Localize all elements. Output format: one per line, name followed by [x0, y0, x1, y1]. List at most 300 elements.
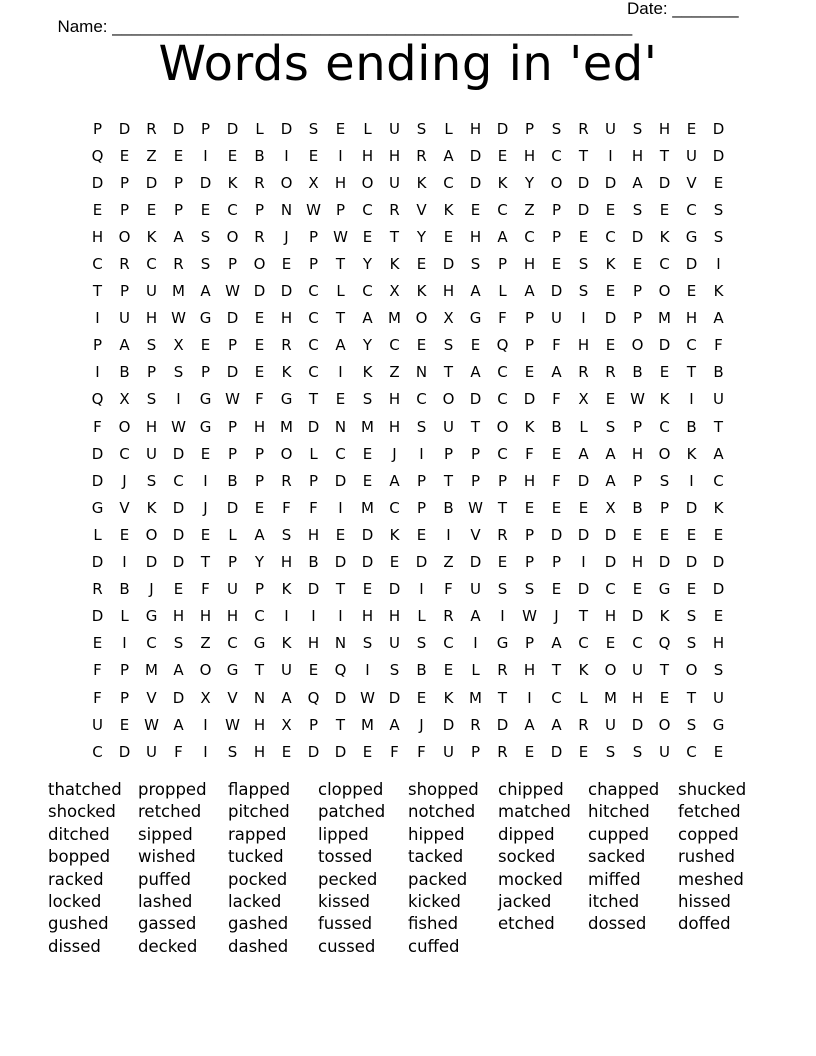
grid-letter: E: [578, 742, 589, 761]
word-list-item: lacked: [228, 891, 282, 911]
grid-letter: S: [578, 282, 589, 301]
word-list-item: fetched: [678, 802, 741, 822]
grid-letter: D: [712, 146, 725, 165]
grid-letter: E: [119, 715, 130, 734]
grid-letter: O: [415, 309, 428, 328]
grid-letter: D: [685, 553, 698, 572]
grid-letter: D: [172, 444, 185, 463]
grid-letter: J: [419, 715, 424, 734]
grid-letter: I: [419, 580, 424, 599]
grid-row: [84, 494, 732, 521]
grid-letter: M: [361, 498, 374, 517]
grid-letter: X: [605, 498, 616, 517]
grid-letter: A: [605, 471, 616, 490]
grid-letter: R: [497, 661, 508, 680]
grid-letter: T: [443, 471, 454, 490]
grid-letter: E: [632, 255, 643, 274]
grid-letter: D: [469, 146, 482, 165]
grid-letter: E: [605, 336, 616, 355]
grid-letter: G: [145, 607, 158, 626]
grid-letter: Y: [524, 173, 535, 192]
grid-letter: R: [497, 525, 508, 544]
grid-letter: I: [689, 390, 694, 409]
grid-letter: K: [659, 227, 670, 246]
grid-letter: C: [146, 634, 157, 653]
grid-letter: I: [95, 309, 100, 328]
grid-letter: H: [577, 336, 590, 355]
grid-letter: P: [632, 417, 643, 436]
grid-row: [84, 576, 732, 603]
grid-letter: O: [658, 715, 671, 734]
grid-letter: B: [119, 363, 130, 382]
grid-letter: E: [713, 525, 724, 544]
grid-letter: C: [605, 580, 616, 599]
grid-letter: E: [281, 255, 292, 274]
grid-letter: R: [443, 607, 454, 626]
word-list-item: etched: [498, 914, 555, 934]
grid-letter: Q: [307, 688, 320, 707]
word-list-item: thatched: [48, 780, 122, 799]
word-list-item: flapped: [228, 780, 291, 799]
grid-letter: D: [523, 390, 536, 409]
grid-letter: L: [471, 661, 480, 680]
word-list-item: propped: [138, 780, 207, 799]
grid-letter: H: [631, 688, 644, 707]
grid-letter: P: [659, 498, 670, 517]
grid-letter: D: [469, 390, 482, 409]
word-list-item: doffed: [678, 914, 731, 934]
grid-letter: O: [145, 525, 158, 544]
grid-letter: E: [497, 553, 508, 572]
grid-letter: R: [146, 119, 157, 138]
grid-letter: D: [172, 553, 185, 572]
grid-letter: C: [227, 200, 238, 219]
grid-letter: N: [334, 634, 347, 653]
grid-letter: E: [605, 390, 616, 409]
grid-letter: D: [145, 553, 158, 572]
word-list-item: mocked: [498, 869, 563, 889]
grid-letter: R: [578, 363, 589, 382]
grid-letter: B: [119, 580, 130, 599]
grid-letter: D: [658, 336, 671, 355]
grid-letter: L: [444, 119, 453, 138]
grid-letter: D: [631, 715, 644, 734]
word-list-item: sipped: [138, 824, 193, 844]
grid-letter: C: [173, 471, 184, 490]
grid-letter: I: [365, 661, 370, 680]
word-list-item: tucked: [228, 847, 284, 867]
grid-letter: C: [497, 363, 508, 382]
grid-letter: E: [632, 580, 643, 599]
grid-letter: I: [203, 146, 208, 165]
grid-letter: Q: [496, 336, 509, 355]
grid-row: [84, 169, 732, 196]
grid-letter: S: [713, 227, 724, 246]
grid-letter: P: [308, 715, 319, 734]
grid-letter: T: [92, 282, 103, 301]
grid-letter: S: [308, 119, 319, 138]
grid-letter: F: [174, 742, 183, 761]
word-list-item: matched: [498, 802, 571, 822]
grid-letter: D: [712, 119, 725, 138]
grid-letter: P: [119, 173, 130, 192]
grid-letter: C: [686, 742, 697, 761]
word-list-item: gushed: [48, 914, 109, 934]
grid-letter: G: [91, 498, 104, 517]
grid-letter: R: [281, 471, 292, 490]
grid-letter: H: [442, 282, 455, 301]
grid-letter: Z: [443, 553, 454, 572]
grid-letter: S: [632, 119, 643, 138]
grid-letter: E: [551, 580, 562, 599]
grid-letter: I: [95, 363, 100, 382]
word-list-item: hitched: [588, 802, 650, 822]
grid-letter: D: [550, 742, 563, 761]
grid-letter: T: [335, 715, 346, 734]
grid-letter: E: [551, 444, 562, 463]
grid-letter: L: [579, 688, 588, 707]
grid-letter: O: [658, 444, 671, 463]
grid-letter: P: [308, 227, 319, 246]
grid-letter: E: [200, 336, 211, 355]
word-list-item: chapped: [588, 780, 660, 799]
grid-letter: D: [550, 525, 563, 544]
word-list-item: patched: [318, 802, 386, 822]
grid-letter: P: [200, 119, 211, 138]
grid-letter: P: [335, 200, 346, 219]
word-list-item: chipped: [498, 780, 564, 799]
grid-letter: V: [146, 688, 157, 707]
grid-letter: R: [470, 715, 481, 734]
grid-letter: C: [578, 634, 589, 653]
grid-row: [84, 305, 732, 332]
word-list-item: pocked: [228, 869, 288, 889]
grid-letter: M: [361, 715, 374, 734]
grid-letter: H: [145, 417, 158, 436]
grid-letter: H: [469, 227, 482, 246]
grid-letter: U: [227, 580, 238, 599]
grid-letter: E: [470, 200, 481, 219]
grid-letter: E: [578, 227, 589, 246]
grid-letter: E: [686, 119, 697, 138]
grid-letter: C: [497, 200, 508, 219]
grid-letter: E: [173, 146, 184, 165]
grid-letter: K: [389, 525, 400, 544]
grid-letter: C: [146, 255, 157, 274]
grid-letter: E: [551, 255, 562, 274]
grid-letter: D: [172, 688, 185, 707]
grid-letter: S: [686, 715, 697, 734]
word-list-item: tossed: [318, 847, 373, 867]
grid-letter: E: [659, 200, 670, 219]
grid-letter: D: [415, 553, 428, 572]
word-search-grid: [84, 115, 732, 765]
grid-letter: I: [203, 715, 208, 734]
grid-letter: S: [362, 634, 373, 653]
grid-letter: E: [659, 363, 670, 382]
grid-letter: G: [199, 390, 212, 409]
grid-letter: S: [146, 336, 157, 355]
grid-letter: K: [443, 688, 454, 707]
word-list-item: fussed: [318, 914, 373, 934]
grid-letter: W: [306, 200, 321, 219]
grid-letter: L: [336, 282, 345, 301]
grid-letter: A: [470, 363, 481, 382]
word-list-item: ditched: [48, 824, 110, 844]
grid-letter: J: [392, 444, 397, 463]
grid-letter: D: [91, 444, 104, 463]
grid-letter: M: [145, 661, 158, 680]
grid-letter: P: [119, 282, 130, 301]
grid-letter: E: [308, 146, 319, 165]
grid-letter: T: [470, 417, 481, 436]
grid-letter: F: [525, 444, 534, 463]
grid-letter: T: [200, 553, 211, 572]
grid-letter: E: [119, 525, 130, 544]
grid-letter: C: [443, 173, 454, 192]
grid-row: [84, 196, 732, 223]
grid-letter: V: [470, 525, 481, 544]
grid-letter: A: [551, 363, 562, 382]
grid-letter: E: [308, 661, 319, 680]
word-list-item: rapped: [228, 824, 287, 844]
date-field-label: Date: _______: [627, 0, 739, 18]
grid-letter: K: [497, 173, 508, 192]
grid-letter: G: [496, 634, 509, 653]
grid-letter: Z: [200, 634, 211, 653]
grid-letter: D: [577, 200, 590, 219]
grid-letter: H: [388, 146, 401, 165]
grid-row: [84, 657, 732, 684]
grid-letter: E: [605, 634, 616, 653]
grid-letter: Y: [416, 227, 427, 246]
grid-letter: C: [389, 498, 400, 517]
grid-letter: P: [227, 336, 238, 355]
grid-letter: T: [686, 363, 697, 382]
grid-letter: E: [416, 688, 427, 707]
grid-letter: D: [334, 553, 347, 572]
grid-letter: C: [497, 390, 508, 409]
grid-letter: D: [577, 471, 590, 490]
grid-letter: F: [444, 580, 453, 599]
grid-letter: B: [551, 417, 562, 436]
grid-row: [84, 549, 732, 576]
grid-row: [84, 223, 732, 250]
grid-letter: F: [498, 309, 507, 328]
grid-letter: C: [362, 282, 373, 301]
grid-letter: J: [554, 607, 559, 626]
grid-letter: H: [280, 309, 293, 328]
grid-letter: G: [280, 390, 293, 409]
grid-letter: S: [173, 634, 184, 653]
grid-letter: A: [254, 525, 265, 544]
grid-letter: E: [254, 336, 265, 355]
grid-letter: C: [659, 417, 670, 436]
grid-letter: C: [497, 444, 508, 463]
word-list-item: pecked: [318, 869, 378, 889]
grid-letter: T: [578, 607, 589, 626]
grid-letter: I: [338, 607, 343, 626]
grid-letter: D: [172, 525, 185, 544]
grid-letter: P: [470, 471, 481, 490]
grid-letter: K: [686, 444, 697, 463]
grid-letter: U: [605, 119, 616, 138]
grid-letter: E: [227, 146, 238, 165]
grid-letter: D: [226, 119, 239, 138]
grid-letter: L: [579, 417, 588, 436]
grid-letter: P: [416, 498, 427, 517]
grid-letter: A: [605, 444, 616, 463]
grid-letter: R: [92, 580, 103, 599]
grid-letter: R: [173, 255, 184, 274]
word-list-item: kicked: [408, 891, 461, 911]
grid-row: [84, 440, 732, 467]
grid-letter: W: [333, 227, 348, 246]
grid-letter: T: [659, 146, 670, 165]
grid-letter: V: [686, 173, 697, 192]
grid-letter: A: [497, 227, 508, 246]
grid-letter: X: [281, 715, 292, 734]
grid-row: [84, 521, 732, 548]
grid-letter: I: [608, 146, 613, 165]
grid-letter: A: [578, 444, 589, 463]
grid-letter: E: [254, 498, 265, 517]
grid-letter: E: [335, 525, 346, 544]
grid-letter: S: [227, 742, 238, 761]
grid-letter: X: [389, 282, 400, 301]
grid-letter: D: [496, 715, 509, 734]
grid-letter: A: [443, 146, 454, 165]
grid-letter: K: [227, 173, 238, 192]
grid-letter: A: [551, 715, 562, 734]
grid-letter: C: [659, 255, 670, 274]
grid-letter: D: [388, 580, 401, 599]
grid-letter: E: [362, 471, 373, 490]
grid-letter: D: [172, 498, 185, 517]
grid-letter: N: [334, 417, 347, 436]
grid-letter: E: [524, 363, 535, 382]
grid-letter: B: [713, 363, 724, 382]
grid-letter: U: [146, 282, 157, 301]
grid-letter: D: [118, 119, 131, 138]
word-list-item: jacked: [498, 891, 552, 911]
grid-letter: Z: [389, 363, 400, 382]
grid-letter: D: [307, 580, 320, 599]
grid-letter: O: [253, 255, 266, 274]
word-list-item: gassed: [138, 914, 197, 934]
grid-letter: M: [658, 309, 671, 328]
grid-letter: E: [605, 200, 616, 219]
grid-letter: O: [226, 227, 239, 246]
grid-letter: D: [91, 553, 104, 572]
grid-letter: C: [632, 634, 643, 653]
grid-letter: E: [416, 525, 427, 544]
grid-letter: D: [658, 173, 671, 192]
grid-letter: K: [416, 173, 427, 192]
grid-letter: O: [361, 173, 374, 192]
grid-letter: I: [203, 471, 208, 490]
word-list-item: dossed: [588, 914, 647, 934]
grid-letter: F: [552, 471, 561, 490]
grid-letter: W: [171, 309, 186, 328]
grid-letter: D: [685, 255, 698, 274]
grid-letter: D: [604, 553, 617, 572]
word-list-item: hissed: [678, 891, 731, 911]
grid-letter: H: [388, 607, 401, 626]
grid-letter: E: [254, 363, 265, 382]
grid-letter: U: [713, 390, 724, 409]
grid-letter: G: [712, 715, 725, 734]
grid-letter: A: [524, 282, 535, 301]
grid-letter: F: [390, 742, 399, 761]
grid-letter: R: [578, 119, 589, 138]
grid-letter: Q: [91, 146, 104, 165]
grid-letter: E: [713, 607, 724, 626]
word-list-item: gashed: [228, 914, 289, 934]
word-list-item: pitched: [228, 802, 290, 822]
grid-letter: P: [119, 688, 130, 707]
grid-letter: X: [119, 390, 130, 409]
grid-letter: G: [226, 661, 239, 680]
grid-letter: T: [335, 255, 346, 274]
grid-letter: W: [144, 715, 159, 734]
grid-letter: H: [523, 661, 536, 680]
grid-letter: X: [173, 336, 184, 355]
grid-letter: T: [308, 390, 319, 409]
grid-letter: S: [362, 390, 373, 409]
grid-letter: I: [311, 607, 316, 626]
grid-letter: A: [713, 309, 724, 328]
grid-letter: A: [524, 715, 535, 734]
grid-letter: E: [713, 173, 724, 192]
grid-letter: T: [686, 688, 697, 707]
grid-letter: U: [281, 661, 292, 680]
grid-letter: E: [416, 336, 427, 355]
grid-letter: D: [361, 525, 374, 544]
grid-letter: T: [254, 661, 265, 680]
grid-letter: E: [578, 498, 589, 517]
grid-letter: P: [308, 255, 319, 274]
grid-letter: K: [713, 282, 724, 301]
grid-letter: S: [632, 200, 643, 219]
grid-letter: D: [604, 525, 617, 544]
grid-letter: E: [659, 688, 670, 707]
grid-letter: I: [338, 146, 343, 165]
grid-letter: M: [604, 688, 617, 707]
grid-row: [84, 386, 732, 413]
grid-letter: D: [550, 282, 563, 301]
grid-letter: U: [686, 146, 697, 165]
grid-letter: B: [632, 363, 643, 382]
grid-letter: E: [686, 580, 697, 599]
grid-letter: H: [226, 607, 239, 626]
grid-letter: C: [227, 634, 238, 653]
grid-letter: G: [685, 227, 698, 246]
grid-letter: F: [255, 390, 264, 409]
grid-letter: L: [120, 607, 129, 626]
grid-letter: E: [335, 119, 346, 138]
grid-letter: P: [524, 525, 535, 544]
grid-letter: H: [631, 553, 644, 572]
grid-letter: P: [524, 119, 535, 138]
grid-letter: U: [605, 715, 616, 734]
grid-letter: P: [254, 580, 265, 599]
grid-letter: B: [308, 553, 319, 572]
grid-letter: R: [497, 742, 508, 761]
grid-letter: C: [92, 742, 103, 761]
word-list-item: rushed: [678, 847, 735, 867]
grid-letter: H: [253, 715, 266, 734]
